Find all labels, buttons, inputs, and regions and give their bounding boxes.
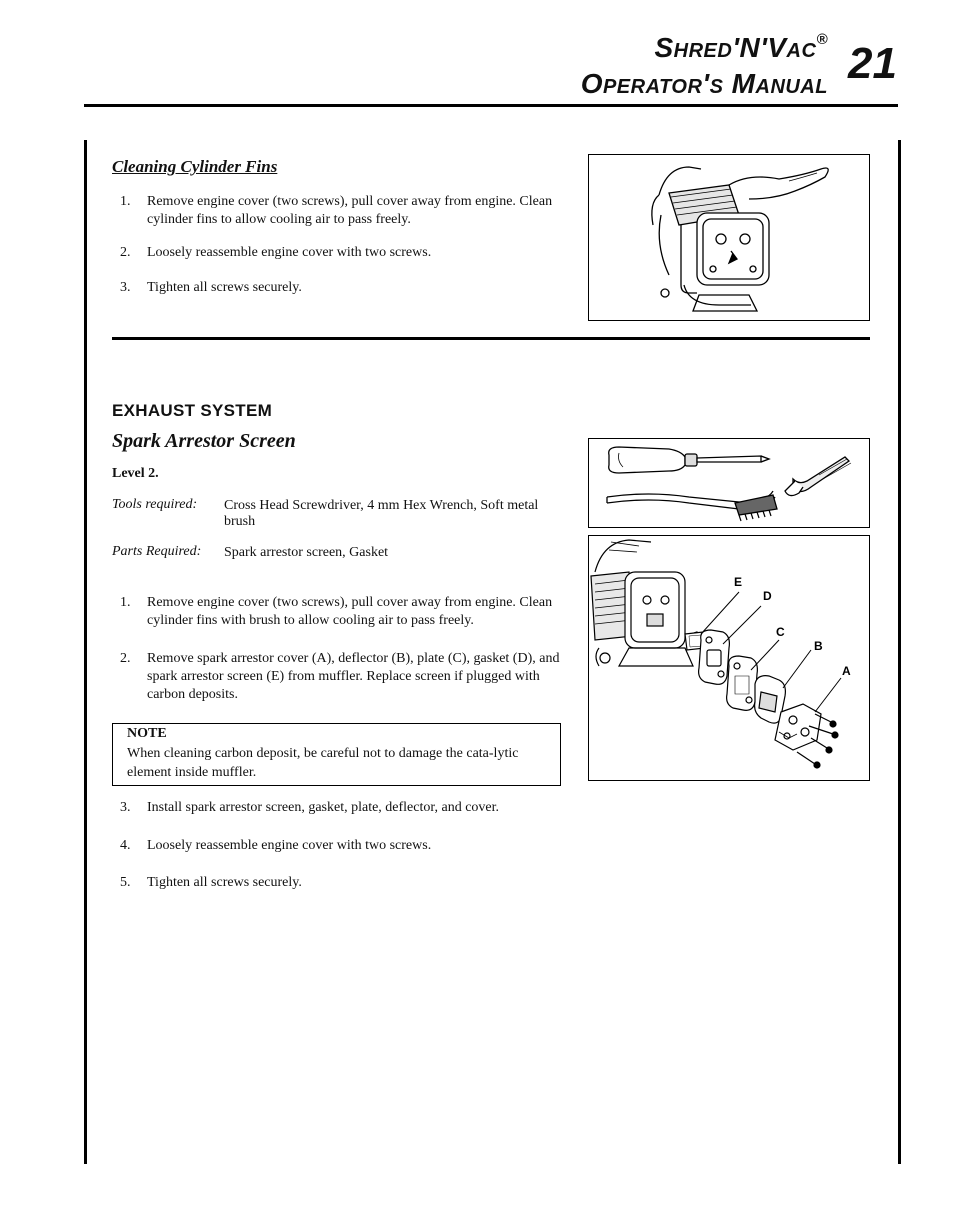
note-title: NOTE (127, 726, 167, 741)
spark-arrestor-exploded-drawing (589, 536, 869, 780)
tools-illustration (588, 438, 870, 528)
step-number: 2. (120, 245, 131, 260)
step-number: 3. (120, 800, 131, 815)
step-text: Remove engine cover (two screws), pull cover away from engine. Clean cylinder fins with brush to allow cooling air to pass freely. (147, 595, 553, 628)
exhaust-step (112, 594, 562, 630)
tools-drawing (589, 439, 869, 527)
manual-title-line1 (654, 30, 828, 63)
engine-cover-drawing (589, 155, 869, 320)
step-number: 1. (120, 595, 131, 610)
step-text: Loosely reassemble engine cover with two screws. (147, 838, 432, 853)
subsection-title-spark-arrestor: Spark Arrestor Screen (112, 430, 296, 452)
page-number: 21 (848, 39, 897, 88)
header-rule (84, 104, 898, 107)
step-text: Loosely reassemble engine cover with two screws. (147, 245, 432, 260)
cleaning-step (112, 279, 562, 297)
registered-mark: ® (816, 30, 828, 48)
cleaning-step (112, 193, 562, 229)
step-text: Install spark arrestor screen, gasket, plate, deflector, and cover. (147, 800, 500, 815)
step-number: 5. (120, 875, 131, 890)
section-divider (112, 337, 870, 340)
exhaust-step (112, 799, 562, 817)
note-box (112, 723, 561, 786)
service-level: Level 2. (112, 466, 159, 481)
exhaust-step (112, 650, 562, 704)
tools-required-value: Cross Head Screwdriver, 4 mm Hex Wrench, Soft metal brush (224, 498, 539, 529)
step-text: Remove spark arrestor cover (A), deflector (B), plate (C), gasket (D), and spark arrestor screen (E) from muffler. Replace screen if plugged with carbon deposits. (147, 651, 560, 702)
parts-required-value: Spark arrestor screen, Gasket (224, 545, 389, 560)
note-text: When cleaning carbon deposit, be careful not to damage the cata-lytic element inside muffler. (127, 746, 519, 780)
step-number: 1. (120, 194, 131, 209)
right-margin-rule (898, 140, 901, 1164)
section-heading-exhaust: EXHAUST SYSTEM (112, 401, 273, 420)
engine-cover-illustration (588, 154, 870, 321)
exhaust-step (112, 837, 562, 855)
step-number: 3. (120, 280, 131, 295)
spark-arrestor-exploded-illustration (588, 535, 870, 781)
cleaning-step (112, 244, 562, 262)
callout-label: D (763, 589, 772, 603)
exhaust-step (112, 874, 562, 892)
step-text: Tighten all screws securely. (147, 875, 302, 890)
parts-required-label: Parts Required: (112, 544, 202, 559)
step-number: 2. (120, 651, 131, 666)
step-text: Tighten all screws securely. (147, 280, 302, 295)
left-margin-rule (84, 140, 87, 1164)
product-name: Shred'N'Vac (654, 32, 817, 63)
manual-title-line2: Operator's Manual (580, 68, 828, 99)
callout-label: B (814, 639, 823, 653)
step-number: 4. (120, 838, 131, 853)
callout-label: A (842, 664, 851, 678)
callout-label: C (776, 625, 785, 639)
section-title-cleaning: Cleaning Cylinder Fins (112, 157, 278, 176)
tools-required-label: Tools required: (112, 497, 198, 512)
callout-label: E (734, 575, 743, 589)
step-text: Remove engine cover (two screws), pull cover away from engine. Clean cylinder fins to allow cooling air to pass freely. (147, 194, 553, 227)
